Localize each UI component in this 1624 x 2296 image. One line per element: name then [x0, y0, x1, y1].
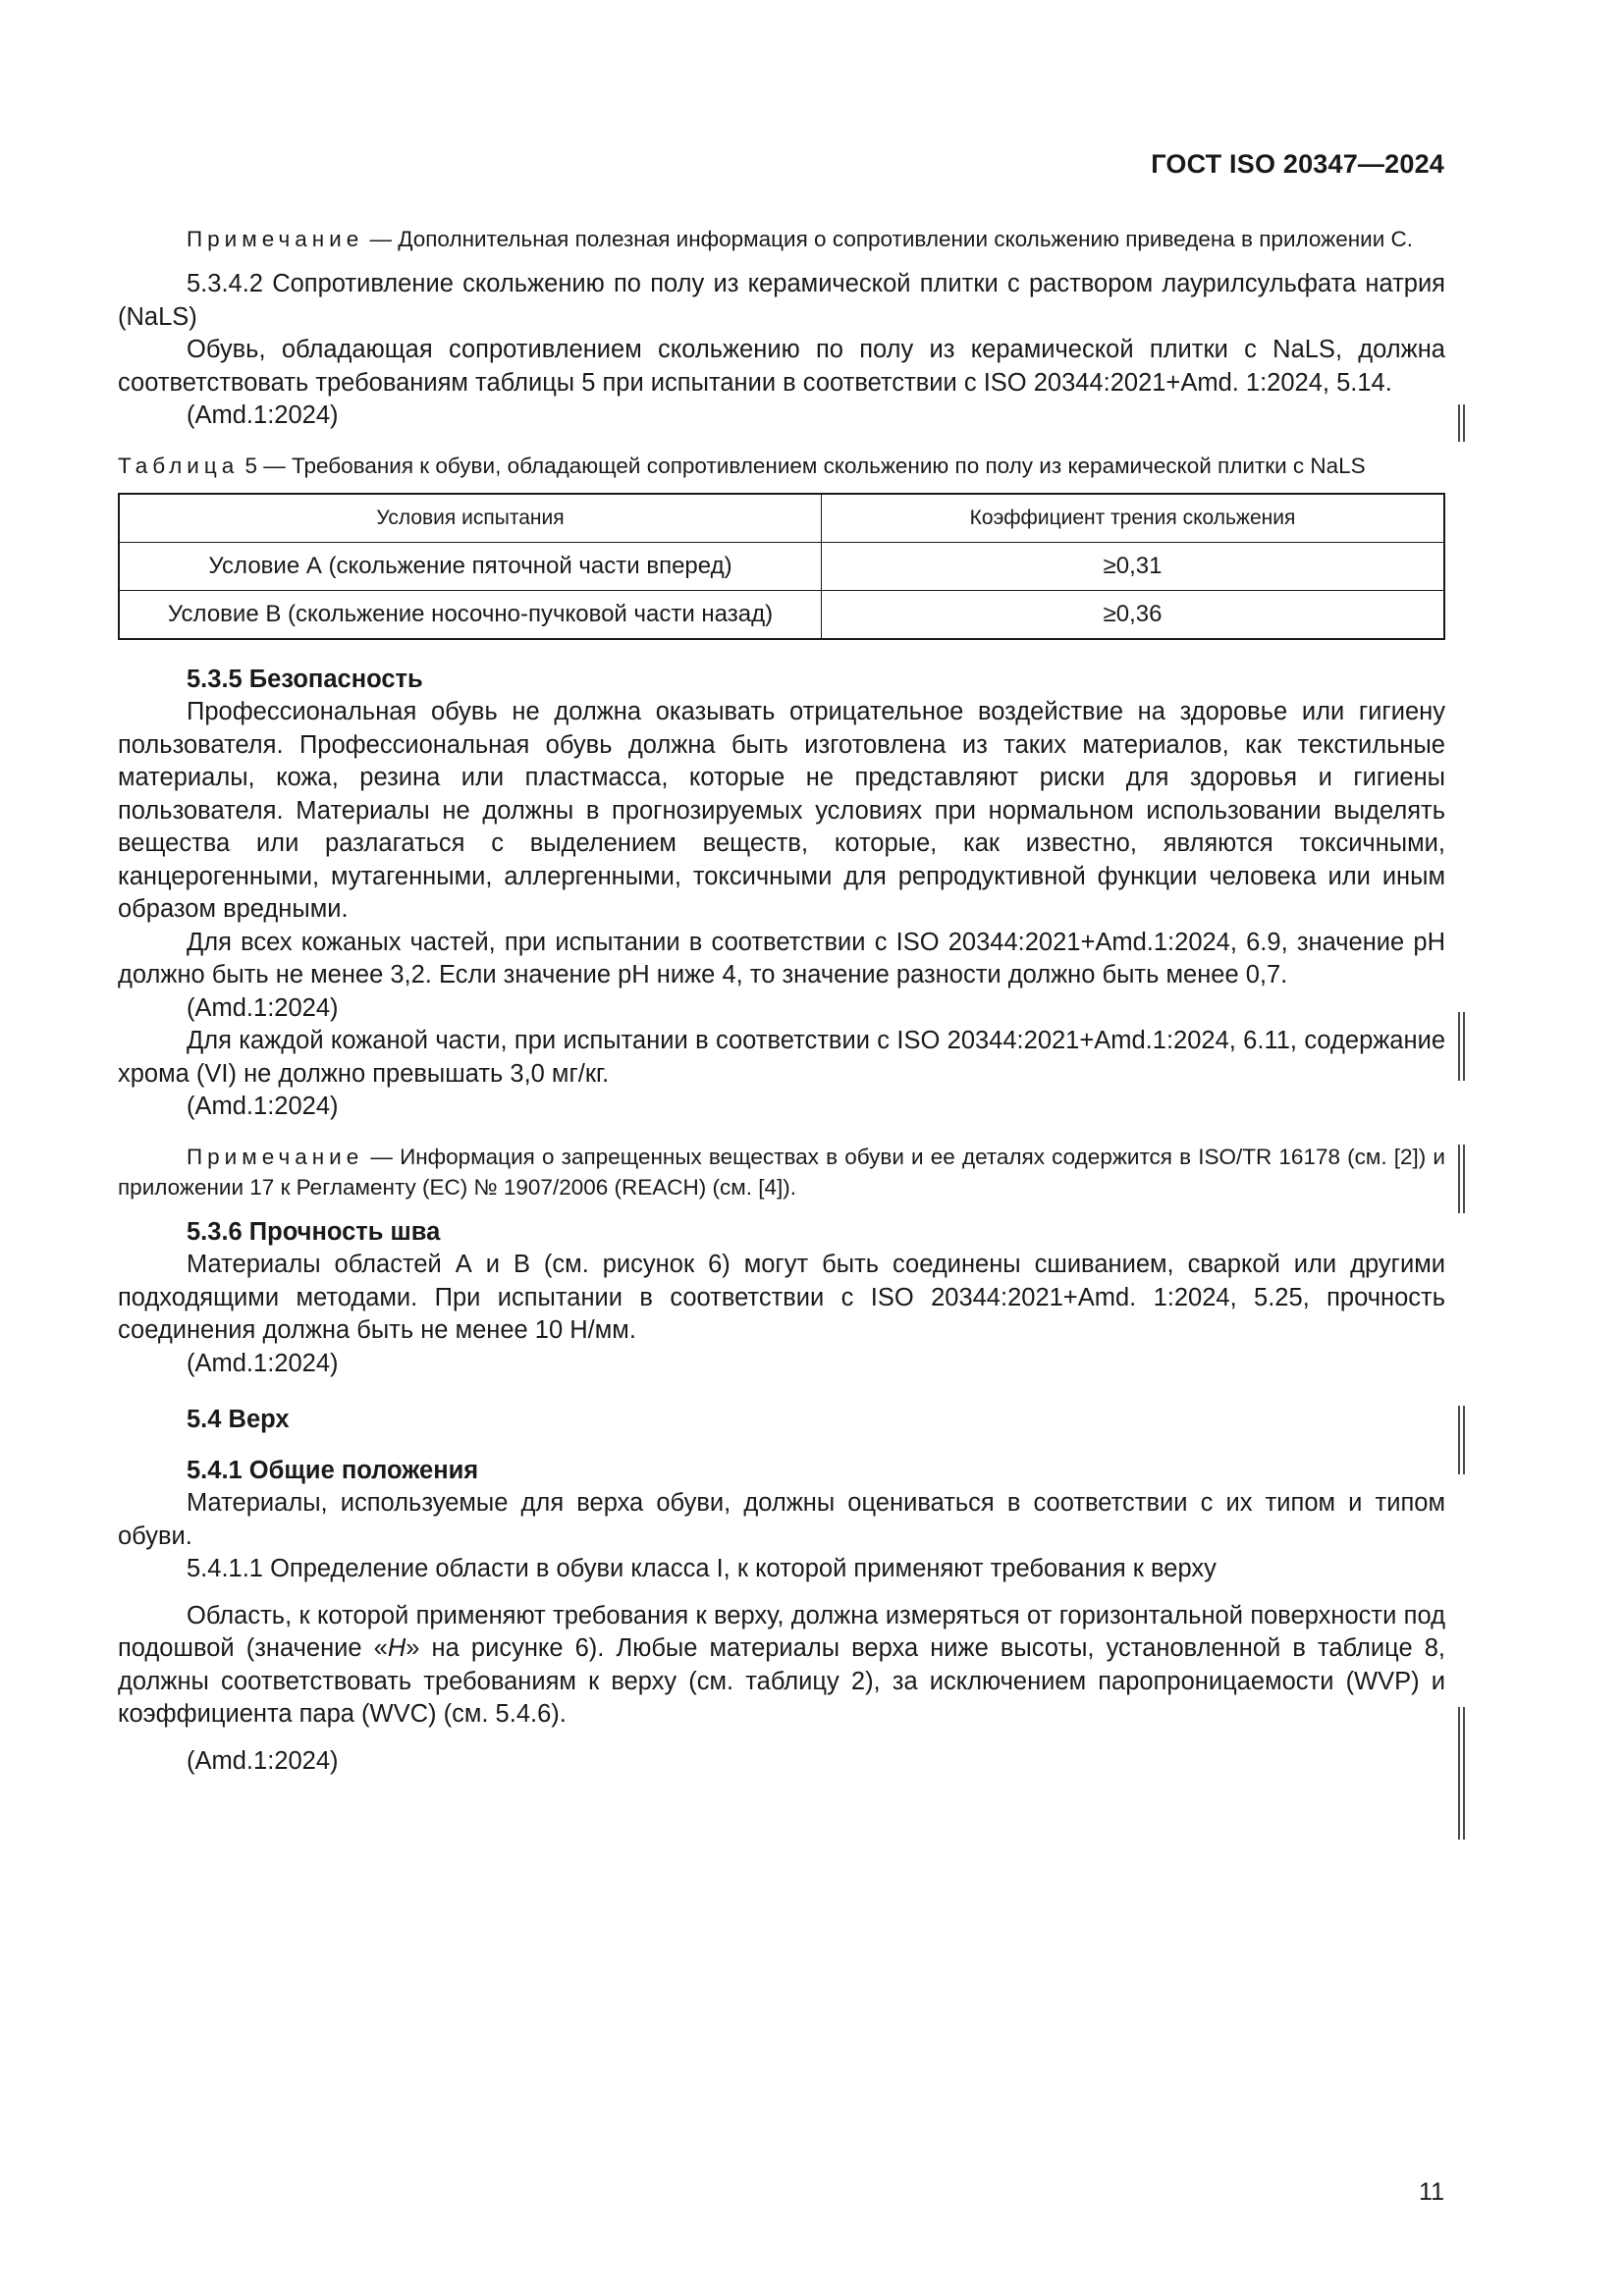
note-label: Примечание — [187, 227, 364, 251]
table-row — [119, 590, 1444, 639]
section-5-3-4-2-title: 5.3.4.2 Сопротивление скольжению по полу из керамической плитки с раствором лаурилсульфата натрия (NaLS) — [118, 270, 1445, 331]
section-5-4-1-title: 5.4.1 Общие положения — [187, 1456, 479, 1484]
table-header-row — [119, 494, 1444, 543]
note-label: Примечание — [187, 1144, 364, 1169]
revision-mark — [1458, 1406, 1465, 1474]
revision-mark — [1458, 1707, 1465, 1840]
variable-h: H — [387, 1634, 406, 1662]
table-cell: Условие А (скольжение пяточной части вперед) — [119, 542, 822, 590]
amendment-note: (Amd.1:2024) — [187, 1093, 339, 1120]
section-5-3-4-2-body: Обувь, обладающая сопротивлением скольжению по полу из керамической плитки с NaLS, должна соответствовать требованиям таблицы 5 при испытании в соответствии с ISO 20344:2021+Amd. 1:2024, 5.14. — [118, 336, 1445, 397]
document-header: ГОСТ ISO 20347—2024 — [1151, 149, 1444, 179]
amendment-note: (Amd.1:2024) — [187, 1349, 339, 1377]
note-restricted-substances — [118, 1142, 1445, 1202]
section-5-4-title: 5.4 Верх — [187, 1406, 290, 1433]
table-caption-text: 5 — Требования к обуви, обладающей сопротивлением скольжению по полу из керамической плитки с NaLS — [239, 453, 1366, 478]
page-content — [118, 224, 1445, 1778]
note-text: — Дополнительная полезная информация о сопротивлении скольжению приведена в приложении С. — [363, 227, 1414, 251]
table-header-cell: Коэффициент трения скольжения — [822, 494, 1445, 543]
section-5-4-1-body: Материалы, используемые для верха обуви, должны оцениваться в соответствии с их типом и типом обуви. — [118, 1489, 1445, 1550]
section-5-3-5-paragraph: Для каждой кожаной части, при испытании в соответствии с ISO 20344:2021+Amd.1:2024, 6.11, содержание хрома (VI) не должно превышать 3,0 мг/кг. — [118, 1027, 1445, 1088]
note-slip-resistance — [118, 224, 1445, 254]
section-5-3-5-paragraph: Для всех кожаных частей, при испытании в соответствии с ISO 20344:2021+Amd.1:2024, 6.9, значение pH должно быть не менее 3,2. Если значение pH ниже 4, то значение разности должно быть менее 0,7. — [118, 928, 1445, 988]
page-number: 11 — [1419, 2178, 1444, 2206]
note-text: — Информация о запрещенных веществах в обуви и ее деталях содержится в ISO/TR 16178 (см. [2]) и приложении 17 к Регламенту (ЕС) № 1907/2006 (REACH) (см. [4]). — [118, 1144, 1445, 1200]
revision-mark — [1458, 404, 1465, 442]
section-5-3-5-title: 5.3.5 Безопасность — [187, 665, 423, 693]
section-5-3-6-body: Материалы областей А и В (см. рисунок 6) могут быть соединены сшиванием, сваркой или другими подходящими методами. При испытании в соответствии с ISO 20344:2021+Amd. 1:2024, 5.25, прочность соединения должна быть не менее 10 Н/мм. — [118, 1251, 1445, 1344]
table-5-caption — [118, 451, 1445, 481]
revision-mark — [1458, 1012, 1465, 1081]
amendment-note: (Amd.1:2024) — [187, 401, 339, 429]
table-cell: ≥0,31 — [822, 542, 1445, 590]
section-5-3-5-paragraph: Профессиональная обувь не должна оказывать отрицательное воздействие на здоровье или гигиену пользователя. Профессиональная обувь должна быть изготовлена из таких материалов, как текстильные материалы, кожа, резина или пластмасса, которые не представляют риски для здоровья и гигиены пользователя. Материалы не должны в прогнозируемых условиях при нормальном использовании выделять вещества или разлагаться с выделением веществ, которые, как известно, являются токсичными, канцерогенными, мутагенными, аллергенными, токсичными для репродуктивной функции человека или иным образом вредными. — [118, 698, 1445, 923]
table-5 — [118, 493, 1445, 640]
table-label: Таблица — [118, 453, 240, 478]
table-cell: Условие В (скольжение носочно-пучковой части назад) — [119, 590, 822, 639]
section-5-3-6-title: 5.3.6 Прочность шва — [187, 1217, 441, 1246]
amendment-note: (Amd.1:2024) — [187, 1746, 339, 1775]
amendment-note: (Amd.1:2024) — [187, 993, 339, 1022]
revision-mark — [1458, 1145, 1465, 1213]
table-header-cell: Условия испытания — [119, 494, 822, 543]
table-cell: ≥0,36 — [822, 590, 1445, 639]
table-row — [119, 542, 1444, 590]
section-5-4-1-1-body: Область, к которой применяют требования к верху, должна измеряться от горизонтальной поверхности под подошвой (значение «H» на рисунке 6). Любые материалы верха ниже высоты, установленной в таблице 8, должны соответствовать требованиям к верху (см. таблицу 2), за исключением паропроницаемости (WVP) и коэффициента пара (WVC) (см. 5.4.6). — [118, 1601, 1445, 1728]
section-5-4-1-1-title: 5.4.1.1 Определение области в обуви класса I, к которой применяют требования к верху — [187, 1555, 1217, 1582]
